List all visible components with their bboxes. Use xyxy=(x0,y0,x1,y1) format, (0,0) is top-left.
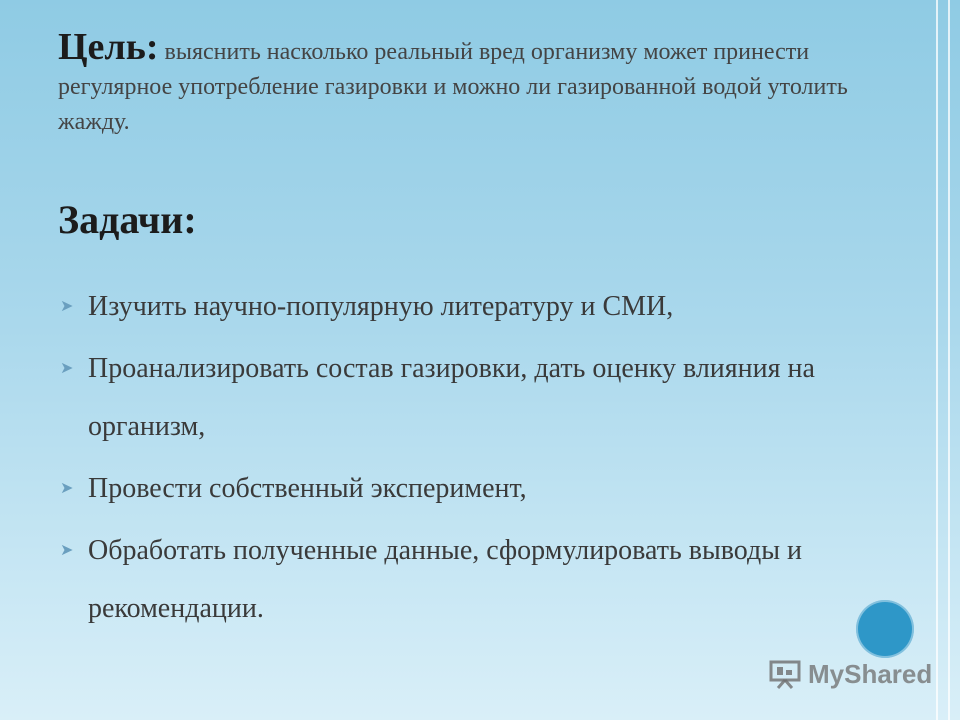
arrowhead-bullet-icon: ➤ xyxy=(60,360,74,377)
arrowhead-bullet-icon: ➤ xyxy=(60,542,74,559)
task-text: Проанализировать состав газировки, дать оценку влияния на организм, xyxy=(88,353,815,442)
list-item xyxy=(58,340,890,456)
task-list xyxy=(58,278,890,642)
goal-block xyxy=(58,26,890,140)
list-item xyxy=(58,278,890,336)
arrowhead-bullet-icon: ➤ xyxy=(60,298,74,315)
watermark xyxy=(768,656,932,692)
goal-text: выяснить насколько реальный вред организму может принести регулярное употребление газировки и можно ли газированной водой утолить жажду. xyxy=(58,39,848,135)
frame-edge-left xyxy=(936,0,938,720)
presentation-board-icon xyxy=(768,659,802,689)
task-text: Провести собственный эксперимент, xyxy=(88,473,527,504)
decorative-circle xyxy=(856,600,914,658)
arrowhead-bullet-icon: ➤ xyxy=(60,480,74,497)
goal-label: Цель: xyxy=(58,26,159,68)
list-item xyxy=(58,522,890,638)
tasks-heading: Задачи: xyxy=(58,197,197,242)
task-text: Обработать полученные данные, сформулировать выводы и рекомендации. xyxy=(88,535,803,624)
frame-edge-right xyxy=(948,0,950,720)
list-item xyxy=(58,460,890,518)
watermark-text: MyShared xyxy=(808,658,933,689)
task-text: Изучить научно-популярную литературу и СМИ, xyxy=(88,291,674,322)
